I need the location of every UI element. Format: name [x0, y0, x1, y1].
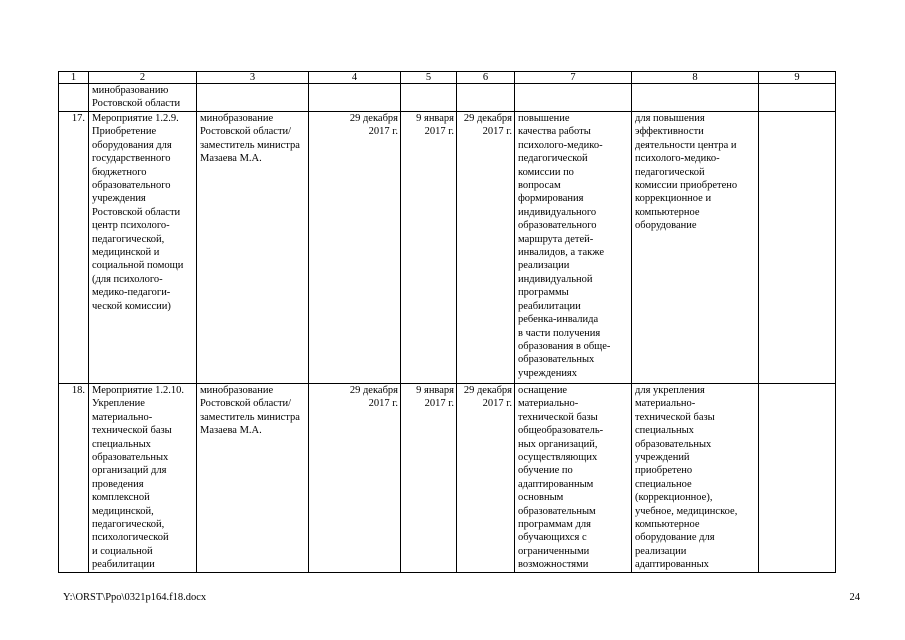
- note-cell: [759, 112, 836, 384]
- footer-file-path: Y:\ORST\Ppo\0321p164.f18.docx: [63, 592, 207, 603]
- note-cell: [759, 384, 836, 574]
- executor-cell: минобразование Ростовской области/ заместитель министра Мазаева М.А.: [197, 112, 309, 384]
- table-row: [59, 84, 836, 112]
- expected-result-cell: повышение качества работы психолого-медико- педагогической комиссии по вопросам формирования индивидуального образовательного маршрута детей- инвалидов, а также реализации индивидуальной программы реабилитации ребенка-инвалида в части получения образования в обще- образовательных учреждениях: [515, 112, 632, 384]
- column-number: 7: [515, 72, 632, 84]
- table-row: [59, 112, 836, 384]
- column-number: 2: [89, 72, 197, 84]
- start-date-cell: 29 декабря 2017 г.: [309, 384, 401, 574]
- row-number-cell: 17.: [59, 112, 89, 384]
- executor-cell: минобразование Ростовской области/ заместитель министра Мазаева М.А.: [197, 384, 309, 574]
- event-cell: Мероприятие 1.2.9. Приобретение оборудования для государственного бюджетного образовательного учреждения Ростовской области центр психолого- педагогической, медицинской и социальной помощи (для психолого- медико-педагоги- ческой комиссии): [89, 112, 197, 384]
- table-row: [59, 384, 836, 574]
- actual-result-cell: для повышения эффективности деятельности центра и психолого-медико- педагогической комиссии приобретено коррекционное и компьютерное оборудование: [632, 112, 759, 384]
- row-number-cell: [59, 84, 89, 112]
- actual-result-cell: [632, 84, 759, 112]
- end-date-cell: [401, 84, 457, 112]
- event-cell: Мероприятие 1.2.10. Укрепление материально- технической базы специальных образовательных организаций для проведения комплексной медицинской, педагогической, психологической и социальной реабилитации: [89, 384, 197, 574]
- page-number: 24: [849, 592, 860, 603]
- end-date-cell: 9 января 2017 г.: [401, 384, 457, 574]
- note-cell: [759, 84, 836, 112]
- column-number: 8: [632, 72, 759, 84]
- executor-cell: [197, 84, 309, 112]
- column-number: 1: [59, 72, 89, 84]
- row-number-cell: 18.: [59, 384, 89, 574]
- column-number: 3: [197, 72, 309, 84]
- control-date-cell: 29 декабря 2017 г.: [457, 384, 515, 574]
- column-number: 9: [759, 72, 836, 84]
- column-number: 4: [309, 72, 401, 84]
- expected-result-cell: оснащение материально- технической базы общеобразователь- ных организаций, осуществляющих обучение по адаптированным основным образовательным программам для обучающихся с ограниченными возможностями: [515, 384, 632, 574]
- event-cell: минобразованию Ростовской области: [89, 84, 197, 112]
- table-container: [58, 71, 836, 573]
- start-date-cell: [309, 84, 401, 112]
- control-date-cell: 29 декабря 2017 г.: [457, 112, 515, 384]
- end-date-cell: 9 января 2017 г.: [401, 112, 457, 384]
- control-date-cell: [457, 84, 515, 112]
- expected-result-cell: [515, 84, 632, 112]
- start-date-cell: 29 декабря 2017 г.: [309, 112, 401, 384]
- column-number: 5: [401, 72, 457, 84]
- column-number-row: [59, 72, 836, 84]
- actual-result-cell: для укрепления материально- технической базы специальных образовательных учреждений приобретено специальное (коррекционное), учебное, медицинское, компьютерное оборудование для реализации адаптированных: [632, 384, 759, 574]
- column-number: 6: [457, 72, 515, 84]
- plan-table: [58, 71, 836, 573]
